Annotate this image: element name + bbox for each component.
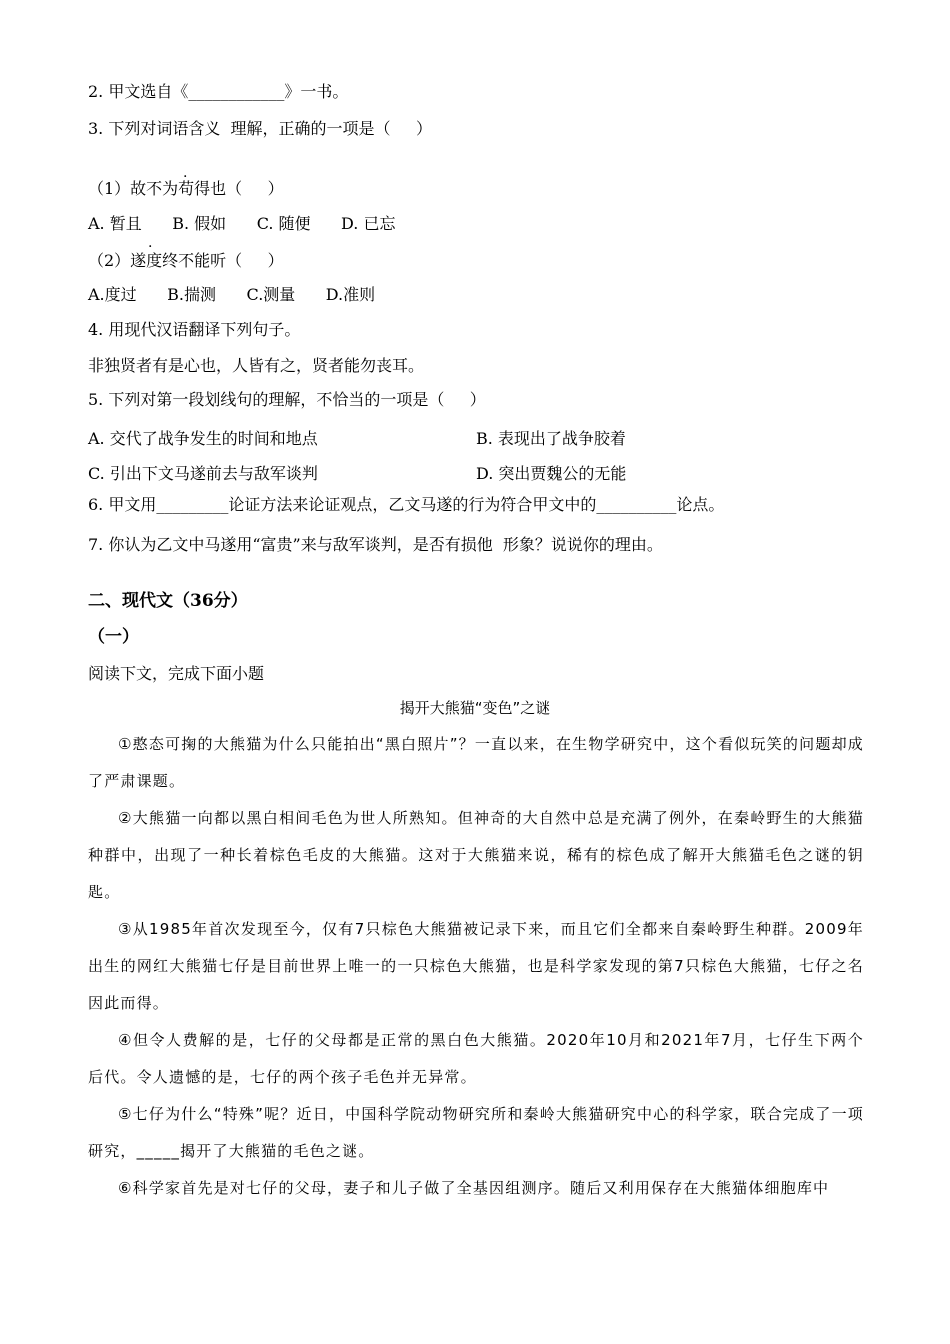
question-4: 4. 用现代汉语翻译下列句子。	[88, 320, 301, 339]
article-title: 揭开大熊猫“变色”之谜	[399, 699, 551, 717]
question-7: 7. 你认为乙文中马遂用“富贵”来与敌军谈判，是否有损他 形象？说说你的理由。	[88, 535, 663, 554]
question-3-sub1: （1）故不为苟得也（ ）	[88, 179, 284, 198]
emphasis-dot: .	[148, 235, 153, 251]
question-5-option-a: A. 交代了战争发生的时间和地点	[88, 429, 318, 448]
question-3-sub2-options: A.度过 B.揣测 C.测量 D.准则	[88, 285, 376, 304]
question-2: 2. 甲文选自《____________》一书。	[88, 82, 349, 101]
reading-instruction: 阅读下文，完成下面小题	[88, 664, 265, 683]
question-5-option-d: D. 突出贾魏公的无能	[476, 464, 627, 483]
question-3-sub1-options: A. 暂且 B. 假如 C. 随便 D. 已忘	[88, 214, 396, 233]
article-paragraph-3: ③从1985年首次发现至今，仅有7只棕色大熊猫被记录下来，而且它们全都来自秦岭野生种群。2009年出生的网红大熊猫七仔是目前世界上唯一的一只棕色大熊猫，也是科学家发现的第7只棕色大熊猫，七仔之名因此而得。	[88, 920, 864, 1012]
article-paragraph-4: ④但令人费解的是，七仔的父母都是正常的黑白色大熊猫。2020年10月和2021年7月，七仔生下两个后代。令人遗憾的是，七仔的两个孩子毛色并无异常。	[88, 1031, 864, 1086]
question-6: 6. 甲文用_________论证方法来论证观点，乙文马遂的行为符合甲文中的__________论点。	[88, 495, 725, 514]
emphasis-dot: .	[183, 165, 188, 181]
article-paragraph-5: ⑤七仔为什么“特殊”呢？近日，中国科学院动物研究所和秦岭大熊猫研究中心的科学家，联合完成了一项研究，_____揭开了大熊猫的毛色之谜。	[88, 1105, 864, 1160]
subsection-heading: （一）	[88, 627, 139, 647]
question-5: 5. 下列对第一段划线句的理解，不恰当的一项是（ ）	[88, 390, 486, 409]
question-3-sub2: （2）遂度终不能听（ ）	[88, 251, 284, 270]
article-paragraph-1: ①憨态可掬的大熊猫为什么只能拍出“黑白照片”？一直以来，在生物学研究中，这个看似玩笑的问题却成了严肃课题。	[88, 735, 864, 790]
article-paragraph-2: ②大熊猫一向都以黑白相间毛色为世人所熟知。但神奇的大自然中总是充满了例外，在秦岭野生的大熊猫种群中，出现了一种长着棕色毛皮的大熊猫。这对于大熊猫来说，稀有的棕色成了解开大熊猫毛色之谜的钥匙。	[88, 809, 864, 901]
question-3: 3. 下列对词语含义 理解，正确的一项是（ ）	[88, 119, 432, 138]
question-5-option-b: B. 表现出了战争胶着	[476, 429, 626, 448]
question-5-option-c: C. 引出下文马遂前去与敌军谈判	[88, 464, 318, 483]
section-heading: 二、现代文（36分）	[88, 591, 248, 611]
question-4-sentence: 非独贤者有是心也，人皆有之，贤者能勿丧耳。	[88, 356, 425, 375]
article-paragraph-6: ⑥科学家首先是对七仔的父母，妻子和儿子做了全基因组测序。随后又利用保存在大熊猫体细胞库中	[118, 1179, 830, 1197]
